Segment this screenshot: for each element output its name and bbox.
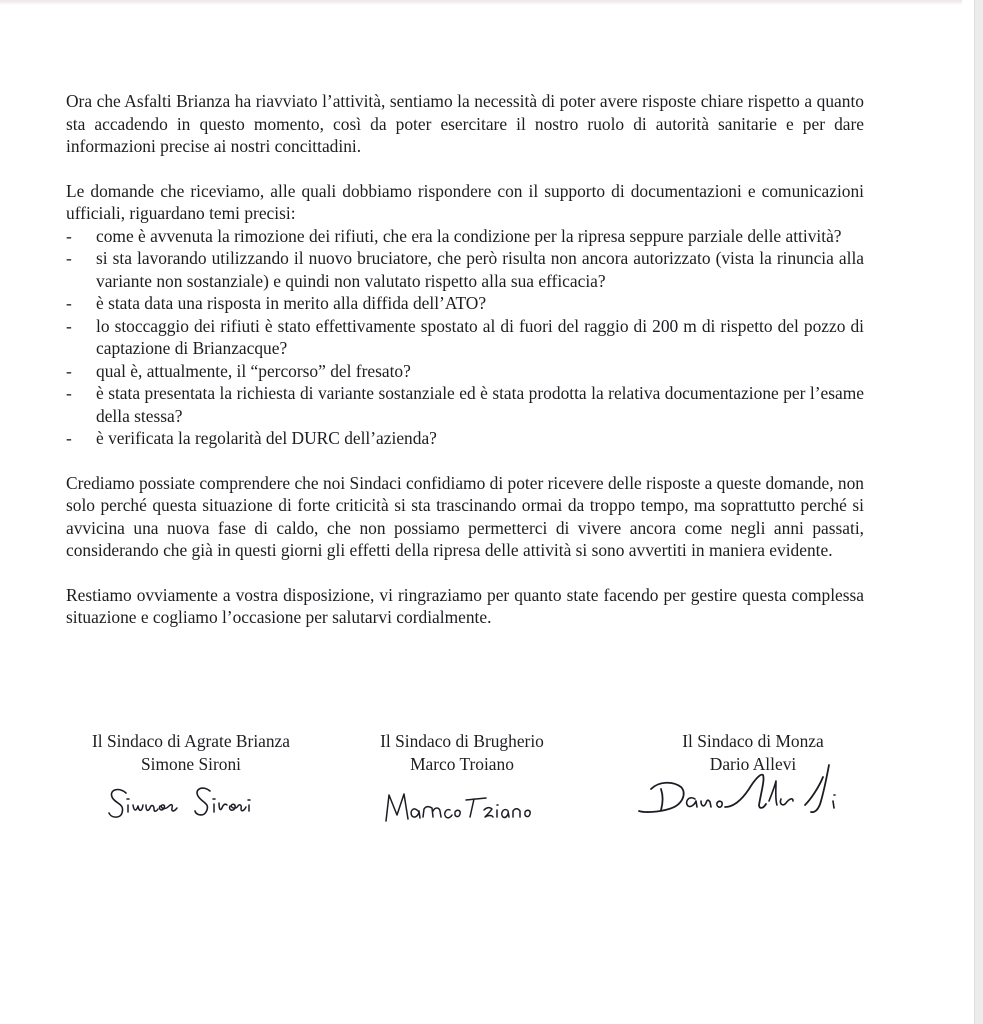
list-item: - qual è, attualmente, il “percorso” del fresato? (66, 360, 411, 381)
paragraph-2 (66, 180, 864, 450)
bullet-dash: - (66, 225, 72, 246)
signature-marco-troiano (362, 781, 562, 827)
bullet-dash: - (66, 360, 72, 381)
signatory-name: Dario Allevi (709, 753, 797, 774)
bullet-dash: - (66, 428, 72, 448)
signatory-title: Il Sindaco di Monza (682, 731, 824, 751)
bullet-dash: - (66, 293, 72, 313)
list-item: - come è avvenuta la rimozione dei rifiuti, che era la condizione per la ripresa seppure parziale delle attività? (66, 225, 842, 246)
bullet-dash: - (66, 383, 72, 403)
signatory-title: Il Sindaco di Agrate Brianza (92, 731, 290, 751)
signature-simone-sironi (76, 781, 306, 821)
page-top-edge (0, 0, 962, 5)
bullet-dash: - (66, 248, 72, 268)
signatory-name: Simone Sironi (140, 753, 241, 774)
paragraph-4: Restiamo ovviamente a vostra disposizione, vi ringraziamo per quanto state facendo per gestire questa complessa situazione e cogliamo l’occasione per salutarvi cordialmente. (66, 584, 864, 627)
list-item: - si sta lavorando utilizzando il nuovo bruciatore, che però risulta non ancora autorizzato (vista la rinuncia alla variante non sostanziale) e quindi non valutato rispetto alla sua efficacia? (66, 248, 864, 291)
paragraph-1: Ora che Asfalti Brianza ha riavviato l’attività, sentiamo la necessità di poter avere risposte chiare rispetto a quanto sta accadendo in questo momento, così da poter esercitare il nostro ruolo di autorità sanitarie e per dare informazioni precise ai nostri concittadini. (66, 91, 864, 156)
signatory-monza (633, 730, 873, 819)
signatory-name: Marco Troiano (410, 753, 514, 774)
letter-body (66, 90, 864, 629)
list-item: - lo stoccaggio dei rifiuti è stato effettivamente spostato al di fuori del raggio di 200 m di rispetto del pozzo di captazione di Brianzacque? (66, 315, 864, 358)
paragraph-2-intro: Le domande che riceviamo, alle quali dobbiamo rispondere con il supporto di documentazioni e comunicazioni ufficiali, riguardano temi precisi: (66, 180, 864, 223)
signatory-brugherio (362, 730, 562, 827)
list-item: - è stata presentata la richiesta di variante sostanziale ed è stata prodotta la relativa documentazione per l’esame della stessa? (66, 383, 864, 426)
list-item: - è stata data una risposta in merito alla diffida dell’ATO? (66, 293, 487, 313)
list-item: - è verificata la regolarità del DURC dell’azienda? (66, 428, 437, 448)
questions-list (66, 225, 864, 450)
page-right-edge (974, 0, 983, 1024)
signatory-agrate (76, 730, 306, 821)
bullet-dash: - (66, 315, 72, 336)
paragraph-3: Crediamo possiate comprendere che noi Sindaci confidiamo di poter ricevere delle risposte a queste domande, non solo perché questa situazione di forte criticità si sta trascinando ormai da troppo tempo, ma soprattutto perché si avvicina una nuova fase di caldo, che non possiamo permetterci di vivere ancora come negli anni passati, considerando che già in questi giorni gli effetti della ripresa delle attività si sono avvertiti in maniera evidente. (66, 472, 864, 560)
signatory-title: Il Sindaco di Brugherio (380, 731, 544, 751)
signatures (0, 730, 983, 870)
